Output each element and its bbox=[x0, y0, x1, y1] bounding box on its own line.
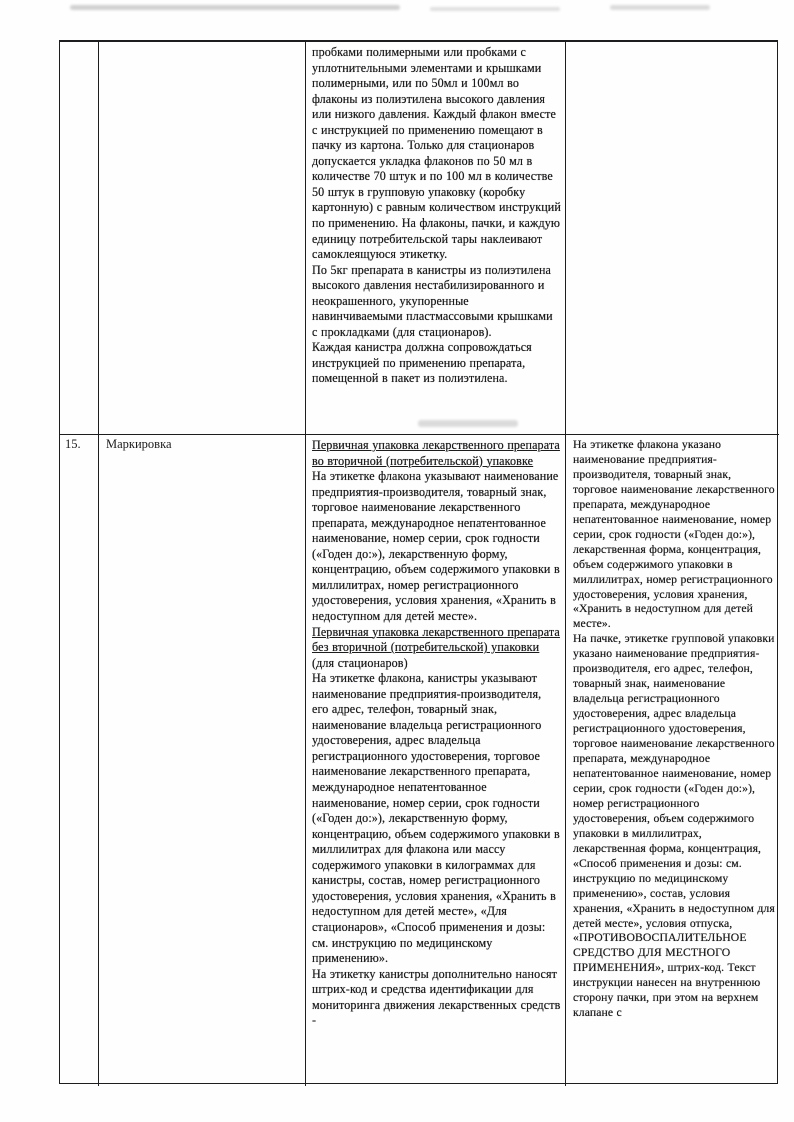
scan-artifact bbox=[610, 5, 710, 10]
row15-name-cell: Маркировка bbox=[99, 435, 306, 1086]
scan-artifact bbox=[430, 7, 560, 11]
text-run: По 5кг препарата в канистры из полиэтилена высокого давления нестабилизированного и неокрашенного, укупоренные навинчиваемыми пластмассовыми крышками с прокладками (для стационаров). bbox=[312, 262, 553, 339]
text-run: пробками полимерными или пробками с уплотнительными элементами и крышками полимерными, или по 50мл и 100мл во флаконы из полиэтилена высокого давления или низкого давления. Каждый флакон вместе с инструкцией по применению помещают в пачку из картона. Только для стационаров допускается укладка флаконов по 50 мл в количестве 70 штук и по 100 мл в количестве 50 штук в групповую упаковку (коробку картонную) с равным количеством инструкций по применению. На флаконы, пачки, и каждую единицу потребительской тары наклеивают самоклеящуюся этикетку. bbox=[312, 45, 561, 262]
scan-artifact bbox=[70, 5, 400, 10]
text-run: На этикетку канистры дополнительно наносят штрих-код и средства идентификации для мониторинга движения лекарственных средств - bbox=[312, 966, 561, 1028]
paragraph bbox=[573, 632, 775, 1021]
row15-requirement-cell bbox=[306, 435, 566, 1086]
underlined-heading: Первичная упаковка лекарственного препарата без вторичной (потребительской) упаковки bbox=[312, 624, 560, 655]
text-run: (для стационаров) bbox=[312, 655, 408, 670]
paragraph bbox=[573, 438, 775, 632]
underlined-heading: Первичная упаковка лекарственного препарата во вторичной (потребительской) упаковке bbox=[312, 438, 560, 468]
row15-number-cell: 15. bbox=[60, 435, 99, 1086]
paragraph bbox=[312, 671, 561, 966]
paragraph bbox=[312, 967, 561, 1029]
paragraph bbox=[312, 625, 561, 672]
paragraph bbox=[312, 340, 561, 387]
paragraph bbox=[312, 438, 561, 469]
text-run: На этикетке флакона, канистры указывают наименование предприятия-производителя, его адрес, телефон, товарный знак, наименование владельца регистрационного удостоверения, адрес владельца регистрационного удостоверения, торговое наименование лекарственного препарата, международное непатентованное наименование, номер серии, срок годности («Годен до:»), лекарственную форму, концентрацию, объем содержимого упаковки в миллилитрах для флакона или массу содержимого упаковки в килограммах для канистры, состав, номер регистрационного удостоверения, условия хранения, «Хранить в недоступном для детей месте», «Для стационаров», «Способ применения и дозы: см. инструкцию по медицинскому применению». bbox=[312, 671, 560, 966]
paragraph bbox=[312, 45, 561, 263]
text-run: На этикетке флакона указано наименование предприятия-производителя, товарный знак, торговое наименование лекарственного препарата, международное непатентованное наименование, номер серии, срок годности («Годен до:»), лекарственная форма, концентрация, объем содержимого упаковки в миллилитрах, номер регистрационного удостоверения, условия хранения, «Хранить в недоступном для детей месте». bbox=[573, 438, 775, 631]
text-run: Каждая канистра должна сопровождаться инструкцией по применению препарата, помещенной в пакет из полиэтилена. bbox=[312, 340, 532, 386]
text-run: На этикетке флакона указывают наименование предприятия-производителя, товарный знак, торговое наименование лекарственного препарата, международное непатентованное наименование, номер серии, срок годности («Годен до:»), лекарственную форму, концентрацию, объем содержимого упаковки в миллилитрах, номер регистрационного удостоверения, условия хранения, «Хранить в недоступном для детей месте». bbox=[312, 469, 560, 624]
continuation-number-cell bbox=[60, 42, 99, 435]
text-run: На пачке, этикетке групповой упаковки указано наименование предприятия-производителя, его адрес, телефон, товарный знак, наименование владельца регистрационного удостоверения, адрес владельца регистрационного удостоверения, торговое наименование лекарственного препарата, международное непатентованное наименование, номер серии, срок годности («Годен до:»), номер регистрационного удостоверения, объем содержимого упаковки в миллилитрах, лекарственная форма, концентрация, «Способ применения и дозы: см. инструкцию по медицинскому применению», состав, условия хранения, «Хранить в недоступном для детей месте», условия отпуска, «ПРОТИВОВОСПАЛИТЕЛЬНОЕ СРЕДСТВО ДЛЯ МЕСТНОГО ПРИМЕНЕНИЯ», штрих-код. Текст инструкции нанесен на внутреннюю сторону пачки, при этом на верхнем клапане с bbox=[573, 632, 775, 1020]
paragraph bbox=[312, 469, 561, 624]
row15-actual-cell bbox=[566, 435, 779, 1086]
paragraph bbox=[312, 263, 561, 341]
continuation-actual-cell bbox=[566, 42, 779, 435]
continuation-requirement-cell bbox=[306, 42, 566, 435]
continuation-name-cell bbox=[99, 42, 306, 435]
specification-table bbox=[59, 40, 778, 1084]
